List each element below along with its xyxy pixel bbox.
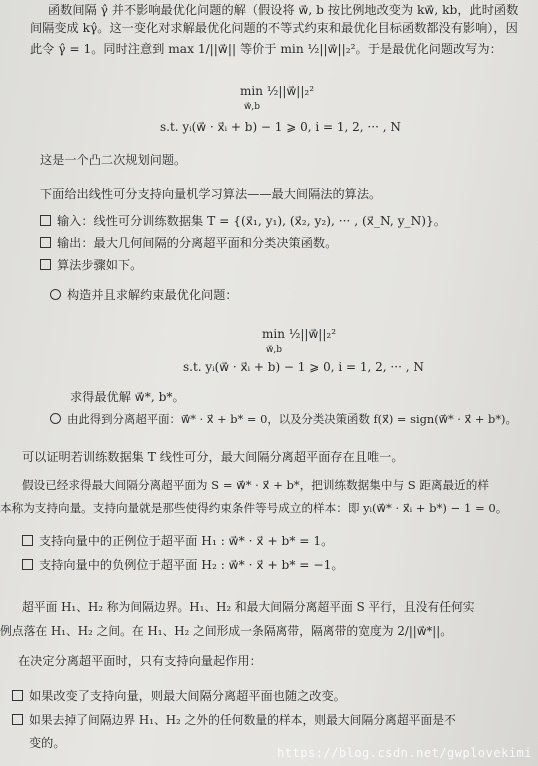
square-bullet-icon bbox=[40, 215, 51, 226]
equation-constraint: s.t. yᵢ(w⃗ · x⃗ᵢ + b) − 1 ⩾ 0, i = 1, 2, ··· , N bbox=[160, 120, 401, 134]
square-bullet-icon bbox=[12, 690, 23, 701]
square-bullet-icon bbox=[40, 237, 51, 248]
equation-constraint: s.t. yᵢ(w⃗ · x⃗ᵢ + b) − 1 ⩾ 0, i = 1, 2, ··· , N bbox=[183, 360, 424, 374]
sub-bullet-item: 构造并且求解约束最优化问题： bbox=[50, 287, 238, 303]
bullet-item: 如果去掉了间隔边界 H₁、H₂ 之外的任何数量的样本，则最大间隔分离超平面是不 bbox=[12, 712, 456, 728]
para-line: 可以证明若训练数据集 T 线性可分，最大间隔分离超平面存在且唯一。 bbox=[22, 450, 404, 464]
para-line: 假设已经求得最大间隔分离超平面为 S = w⃗* · x⃗ + b*，把训练数据集中与 S 距离最近的样 bbox=[22, 478, 489, 492]
para-line: 此令 γ̂ = 1。同时注意到 max 1/||w⃗|| 等价于 min ½||w⃗||₂²。于是最优化问题改写为： bbox=[30, 42, 502, 56]
para-line: 下面给出线性可分支持向量机学习算法——最大间隔法的算法。 bbox=[40, 187, 382, 201]
square-bullet-icon bbox=[22, 559, 33, 570]
bullet-item: 支持向量中的负例位于超平面 H₂ : w⃗* · x⃗ + b* = −1。 bbox=[22, 557, 344, 573]
square-bullet-icon bbox=[12, 714, 23, 725]
para-line: 求得最优解 w⃗*, b*。 bbox=[70, 390, 185, 404]
square-bullet-icon bbox=[22, 535, 33, 546]
bullet-item: 输出：最大几何间隔的分离超平面和分类决策函数。 bbox=[40, 235, 337, 251]
equation-subscript: w⃗,b bbox=[266, 345, 282, 355]
circle-bullet-icon bbox=[50, 413, 61, 424]
para-line: 函数间隔 γ̂ 并不影响最优化问题的解（假设将 w⃗, b 按比例地改变为 kw⃗, kb，此时函数 bbox=[48, 3, 519, 17]
equation-objective: min ½||w⃗||₂² bbox=[262, 327, 336, 341]
bullet-item: 输入：线性可分训练数据集 T = {(x⃗₁, y₁), (x⃗₂, y₂), ··· , (x⃗_N, y_N)}。 bbox=[40, 213, 446, 229]
para-line: 间隔变成 kγ̂。这一变化对求解最优化问题的不等式约束和最优化目标函数都没有影响），因 bbox=[30, 21, 518, 35]
para-line: 超平面 H₁、H₂ 称为间隔边界。H₁、H₂ 和最大间隔分离超平面 S 平行，且没有任何实 bbox=[22, 600, 475, 614]
sub-bullet-item: 由此得到分离超平面：w⃗* · x⃗ + b* = 0，以及分类决策函数 f(x⃗) = sign(w⃗* · x⃗ + b*)。 bbox=[50, 411, 517, 427]
para-line: 本称为支持向量。支持向量就是那些使得约束条件等号成立的样本：即 yᵢ(w⃗* · x⃗ᵢ + b*) − 1 = 0。 bbox=[0, 501, 508, 515]
bullet-item: 如果改变了支持向量，则最大间隔分离超平面也随之改变。 bbox=[12, 688, 346, 704]
equation-objective: min ½||w⃗||₂² bbox=[240, 84, 314, 98]
bullet-item: 支持向量中的正例位于超平面 H₁ : w⃗* · x⃗ + b* = 1。 bbox=[22, 533, 333, 549]
circle-bullet-icon bbox=[50, 289, 61, 300]
equation-subscript: w⃗,b bbox=[244, 102, 260, 112]
bullet-item: 算法步骤如下。 bbox=[40, 257, 142, 273]
para-line: 变的。 bbox=[29, 736, 66, 750]
para-line: 例点落在 H₁、H₂ 之间。在 H₁、H₂ 之间形成一条隔离带，隔离带的宽度为 2/||w⃗*||。 bbox=[0, 624, 453, 638]
square-bullet-icon bbox=[40, 259, 51, 270]
para-line: 这是一个凸二次规划问题。 bbox=[40, 153, 187, 167]
para-line: 在决定分离超平面时，只有支持向量起作用： bbox=[18, 654, 262, 668]
watermark: https://blog.csdn.net/gwplovekimi bbox=[277, 746, 532, 760]
